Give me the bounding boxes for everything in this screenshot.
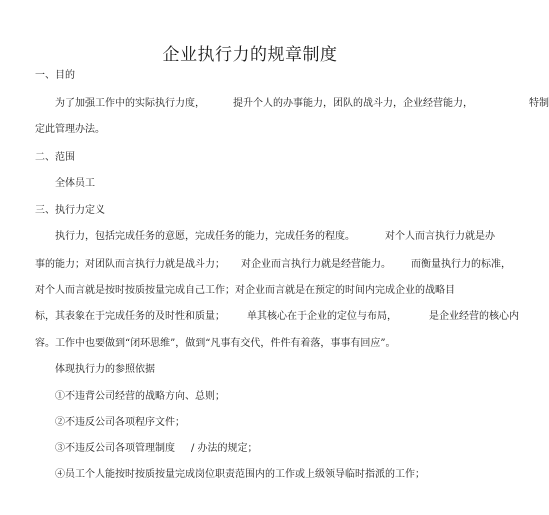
scope-content: 全体员工 bbox=[55, 178, 95, 189]
purpose-text-segment: 特制 bbox=[529, 98, 549, 109]
definition-paragraph-line-3: 对个人而言就是按时按质按量完成自己工作；对企业而言就是在预定的时间内完成企业的战略目 bbox=[35, 285, 455, 296]
section-heading-purpose: 一、目的 bbox=[35, 70, 75, 81]
basis-item-4: ④员工个人能按时按质按量完成岗位职责范围内的工作或上级领导临时指派的工作； bbox=[55, 469, 425, 480]
definition-text-segment: 而衡量执行力的标准， bbox=[411, 259, 511, 270]
definition-text-segment: 是企业经营的核心内 bbox=[429, 311, 519, 322]
definition-text-segment: 单其核心在于企业的定位与布局， bbox=[247, 311, 397, 322]
definition-paragraph-line-2 bbox=[35, 258, 511, 272]
definition-paragraph-line-1 bbox=[55, 230, 495, 244]
definition-paragraph-line-5: 容。工作中也要做到“闭环思维”，做到“凡事有交代，件件有着落，事事有回应”。 bbox=[35, 338, 396, 349]
purpose-text-segment: 为了加强工作中的实际执行力度， bbox=[55, 98, 205, 109]
section-heading-scope: 二、范围 bbox=[35, 152, 75, 163]
definition-paragraph-line-4 bbox=[35, 310, 519, 324]
definition-text-segment: 对个人而言执行力就是办 bbox=[385, 231, 495, 242]
section-heading-definition: 三、执行力定义 bbox=[35, 205, 105, 216]
purpose-paragraph-line-1 bbox=[55, 97, 549, 111]
definition-text-segment: 事的能力；对团队而言执行力就是战斗力； bbox=[35, 259, 225, 270]
basis-item-1: ①不违背公司经营的战略方向、总则； bbox=[55, 391, 225, 402]
document-title: 企业执行力的规章制度 bbox=[162, 45, 338, 65]
basis-item-segment: / 办法的规定； bbox=[191, 443, 258, 454]
basis-heading: 体现执行力的参照依据 bbox=[55, 364, 155, 375]
purpose-text-segment: 提升个人的办事能力，团队的战斗力，企业经营能力， bbox=[233, 98, 473, 109]
purpose-paragraph-line-2: 定此管理办法。 bbox=[35, 124, 105, 135]
definition-text-segment: 执行力，包括完成任务的意愿，完成任务的能力，完成任务的程度。 bbox=[55, 231, 355, 242]
definition-text-segment: 对企业而言执行力就是经营能力。 bbox=[241, 259, 391, 270]
basis-item-segment: ③不违反公司各项管理制度 bbox=[55, 443, 175, 454]
basis-item-3 bbox=[55, 442, 258, 456]
definition-text-segment: 标，其表象在于完成任务的及时性和质量； bbox=[35, 311, 225, 322]
basis-item-2: ②不违反公司各项程序文件； bbox=[55, 417, 185, 428]
